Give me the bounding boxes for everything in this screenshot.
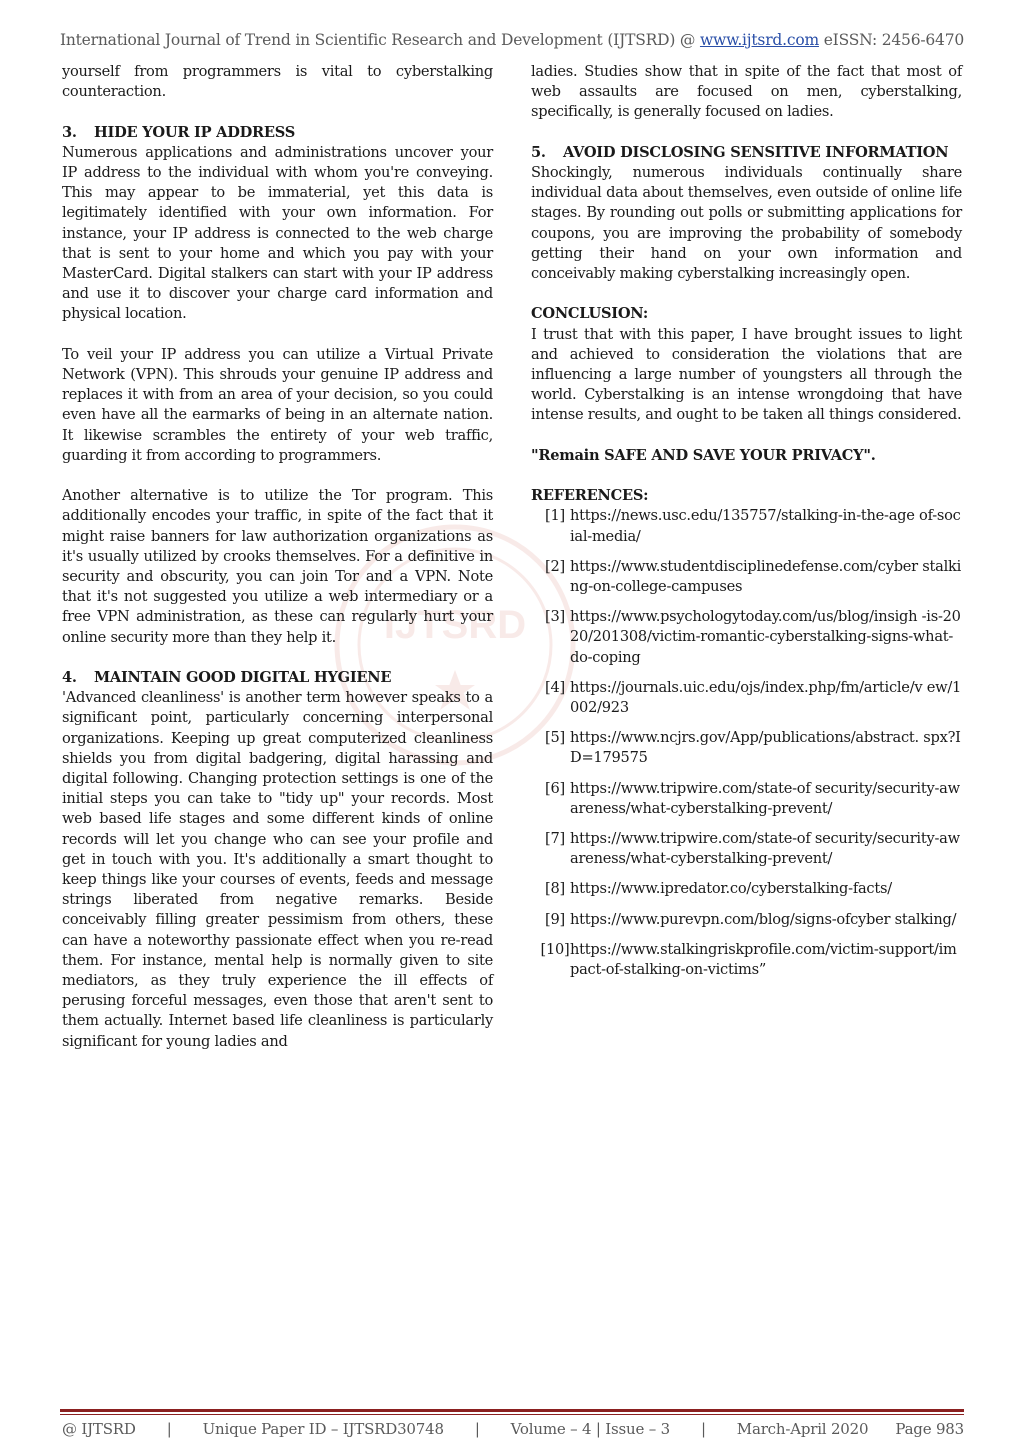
header-prefix: International Journal of Trend in Scientific Research and Development (IJTSRD) @: [59, 31, 700, 49]
reference-item: [7] https://www.tripwire.com/state-of security/security-awareness/what-cyberstalking-prevent/: [531, 829, 962, 869]
footer-divider: [60, 1409, 964, 1412]
header-suffix: eISSN: 2456-6470: [818, 31, 965, 49]
footer-journal: @ IJTSRD: [62, 1420, 136, 1438]
reference-item: [6] https://www.tripwire.com/state-of security/security-awareness/what-cyberstalking-prevent/: [531, 779, 962, 819]
footer-paper-id: Unique Paper ID – IJTSRD30748: [202, 1420, 444, 1438]
footer-date: March-April 2020: [736, 1420, 869, 1438]
reference-link[interactable]: https://www.purevpn.com/blog/signs-ofcyber stalking/: [570, 910, 957, 928]
journal-link[interactable]: www.ijtsrd.com: [699, 31, 819, 49]
footer-separator: |: [166, 1420, 172, 1438]
section-heading-4: 4. MAINTAIN GOOD DIGITAL HYGIENE: [62, 669, 392, 687]
section-heading-5: 5. AVOID DISCLOSING SENSITIVE INFORMATION: [531, 143, 949, 161]
watermark-text: IJTSRD: [383, 603, 527, 647]
reference-item: [8] https://www.ipredator.co/cyberstalking-facts/: [531, 879, 962, 899]
motto: "Remain SAFE AND SAVE YOUR PRIVACY".: [531, 446, 876, 464]
right-column: [531, 62, 962, 990]
running-footer: [62, 1420, 964, 1438]
reference-link[interactable]: https://www.studentdisciplinedefense.com/cyber stalking-on-college-campuses: [570, 557, 962, 596]
reference-link[interactable]: https://www.stalkingriskprofile.com/victim-support/impact-of-stalking-on-victims”: [570, 940, 957, 979]
reference-item: [9] https://www.purevpn.com/blog/signs-ofcyber stalking/: [531, 910, 962, 930]
reference-link[interactable]: https://www.ncjrs.gov/App/publications/abstract. spx?ID=179575: [570, 729, 961, 767]
reference-link[interactable]: https://journals.uic.edu/ojs/index.php/fm/article/v ew/1002/923: [570, 678, 962, 717]
reference-item: [10] https://www.stalkingriskprofile.com/victim-support/impact-of-stalking-on-victims”: [531, 940, 962, 980]
references-heading: REFERENCES:: [531, 487, 649, 505]
reference-link[interactable]: https://www.tripwire.com/state-of security/security-awareness/what-cyberstalking-prevent/: [570, 830, 960, 868]
left-column: [62, 62, 493, 1052]
footer-separator: |: [474, 1420, 480, 1438]
paragraph: ladies. Studies show that in spite of the fact that most of web assaults are focused on men, cyberstalking, specifically, is generally focused on ladies.: [531, 63, 962, 121]
reference-link[interactable]: https://www.tripwire.com/state-of security/security-awareness/what-cyberstalking-prevent/: [570, 779, 960, 817]
footer-volume: Volume – 4 | Issue – 3: [510, 1420, 670, 1438]
reference-item: [3] https://www.psychologytoday.com/us/blog/insigh -is-2020/201308/victim-romantic-cyberstalking-signs-what-do-coping: [531, 607, 962, 668]
paragraph: 'Advanced cleanliness' is another term however speaks to a significant point, particularly concerning interpersonal organizations. Keeping up great computerized cleanliness shields you from digital badgering, digital harassing and digital following. Changing protection settings is one of the initial steps you can take to "tidy up" your records. Most web based life stages and some different kinds of online records will let you change who can see your profile and get in touch with you. It's additionally a smart thought to keep things like your courses of events, feeds and message strings liberated from negative remarks. Beside conceivably filling greater pessimism from others, these can have a noteworthy passionate effect when you re-read them. For instance, mental help is normally given to site mediators, as they truly experience the ill effects of perusing forceful messages, even those that aren't sent to them actually. Internet based life cleanliness is particularly significant for young ladies and: [62, 689, 493, 1050]
reference-link[interactable]: https://news.usc.edu/135757/stalking-in-the-age of-social-media/: [570, 507, 961, 545]
reference-link[interactable]: https://www.psychologytoday.com/us/blog/insigh -is-2020/201308/victim-romantic-cyberstalking-signs-what-do-coping: [570, 608, 961, 666]
paragraph: To veil your IP address you can utilize a Virtual Private Network (VPN). This shrouds your genuine IP address and replaces it with from an area of your decision, so you could even have all the earmarks of being in an alternate nation. It likewise scrambles the entirety of your web traffic, guarding it from according to programmers.: [62, 345, 493, 464]
reference-list: [531, 506, 962, 980]
paragraph: Shockingly, numerous individuals continually share individual data about themselves, even outside of online life stages. By rounding out polls or submitting applications for coupons, you are improving the probability of somebody getting their hand on your own information and conceivably making cyberstalking increasingly open.: [531, 164, 962, 283]
reference-item: [2] https://www.studentdisciplinedefense.com/cyber stalking-on-college-campuses: [531, 557, 962, 597]
paragraph: yourself from programmers is vital to cyberstalking counteraction.: [62, 63, 493, 101]
running-header: [0, 31, 1024, 49]
page-number: Page 983: [895, 1420, 964, 1438]
footer-separator: |: [700, 1420, 706, 1438]
paragraph: Another alternative is to utilize the Tor program. This additionally encodes your traffic, in spite of the fact that it might raise banners for law authorization organizations as it's usually utilized by crooks themselves. For a definitive in security and obscurity, you can join Tor and a VPN. Note that it's not suggested you utilize a web intermediary or a free VPN administration, as these can regularly hurt your online security more than they help it.: [62, 487, 493, 646]
footer-divider-thin: [60, 1414, 964, 1415]
reference-item: [1] https://news.usc.edu/135757/stalking-in-the-age of-social-media/: [531, 506, 962, 546]
reference-item: [4] https://journals.uic.edu/ojs/index.php/fm/article/v ew/1002/923: [531, 678, 962, 718]
reference-link[interactable]: https://www.ipredator.co/cyberstalking-facts/: [570, 880, 892, 898]
conclusion-heading: CONCLUSION:: [531, 305, 649, 323]
reference-item: [5] https://www.ncjrs.gov/App/publications/abstract. spx?ID=179575: [531, 728, 962, 768]
section-heading-3: 3. HIDE YOUR IP ADDRESS: [62, 123, 296, 141]
paragraph: Numerous applications and administrations uncover your IP address to the individual with whom you're conveying. This may appear to be immaterial, yet this data is legitimately identified with your own information. For instance, your IP address is connected to the web charge that is sent to your home and which you pay with your MasterCard. Digital stalkers can start with your IP address and use it to discover your charge card information and physical location.: [62, 143, 493, 323]
paragraph: I trust that with this paper, I have brought issues to light and achieved to consideration the violations that are influencing a large number of youngsters all through the world. Cyberstalking is an intense wrongdoing that have intense results, and ought to be taken all things considered.: [531, 325, 962, 424]
